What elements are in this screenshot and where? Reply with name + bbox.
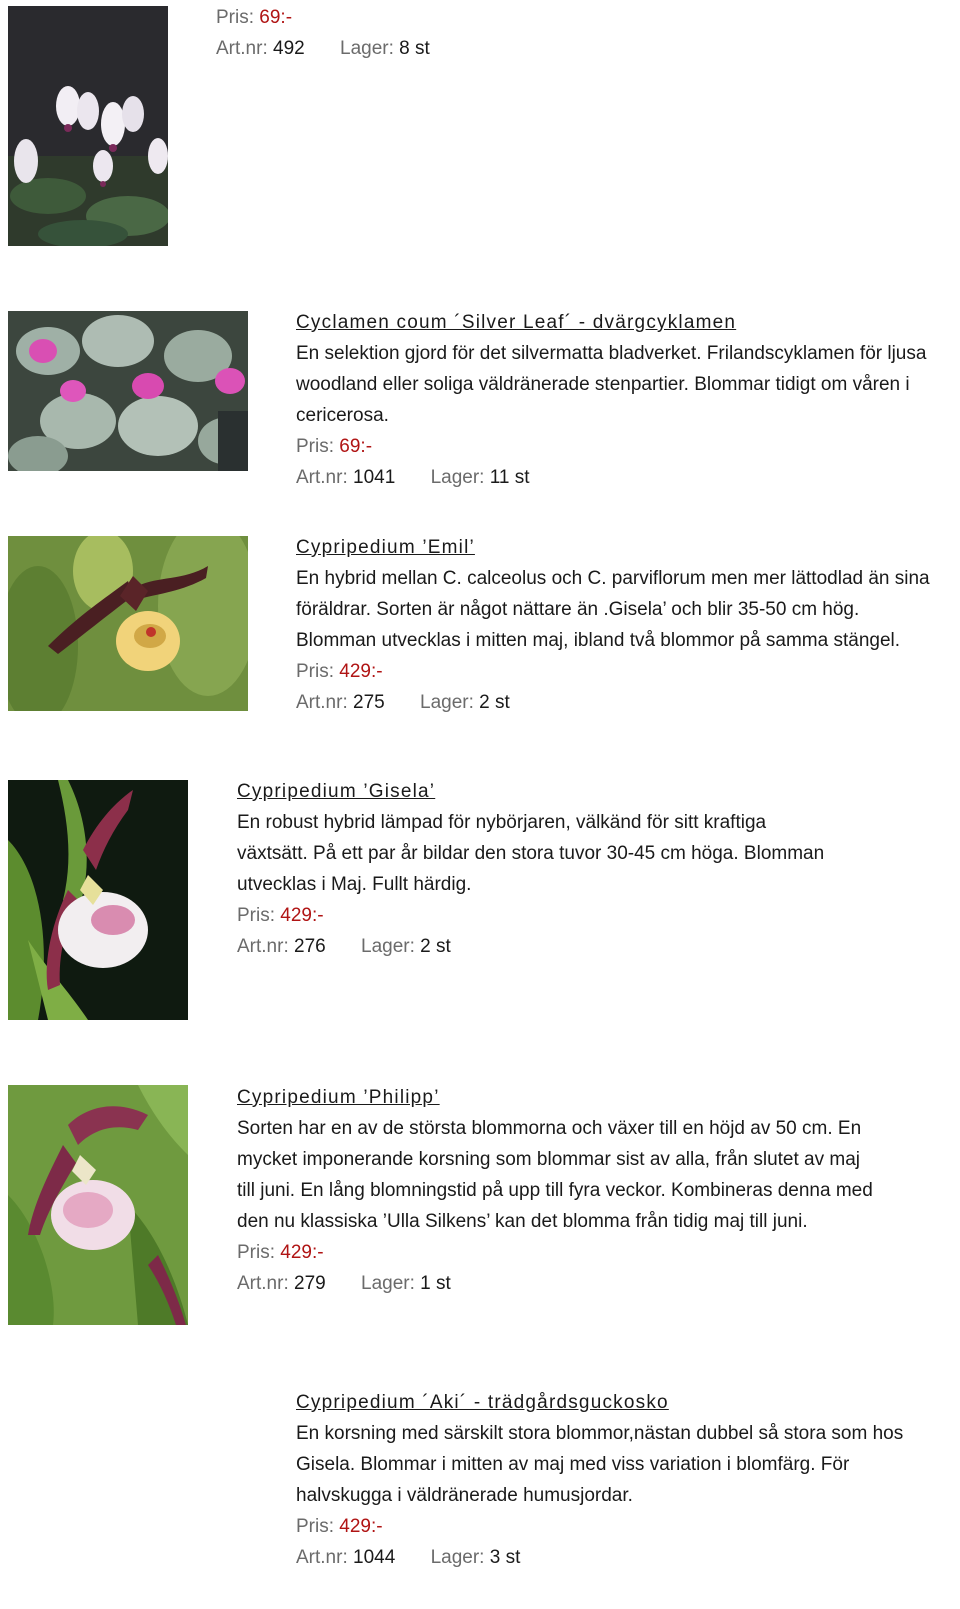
product-entry [237, 1082, 877, 1299]
cyclamen-white-image [8, 6, 168, 246]
price-value: 429:- [280, 1242, 324, 1263]
meta-line [296, 687, 936, 718]
artnr-value: 276 [294, 936, 326, 957]
meta-line [237, 931, 837, 962]
artnr-label: Art.nr: [296, 467, 348, 488]
price-label: Pris: [296, 436, 334, 457]
product-title-link[interactable]: Cypripedium ’Gisela’ [237, 781, 436, 802]
artnr-value: 275 [353, 692, 385, 713]
stock-value: 2 st [479, 692, 510, 713]
stock-label: Lager: [420, 692, 474, 713]
meta-line [296, 1542, 936, 1573]
product-description: En hybrid mellan C. calceolus och C. parviflorum men mer lättodlad än sina föräldrar. Sorten är något nättare än .Gisela’ och blir 35-50 cm hög. Blomman utvecklas i mitten maj, ibland två blommor på samma stängel. [296, 568, 930, 651]
price-line [237, 900, 837, 931]
meta-line [296, 462, 941, 493]
stock-label: Lager: [361, 936, 415, 957]
price-label: Pris: [237, 905, 275, 926]
price-label: Pris: [237, 1242, 275, 1263]
cypripedium-gisela-image [8, 780, 188, 1020]
stock-value: 1 st [420, 1273, 451, 1294]
price-label: Pris: [296, 661, 334, 682]
product-photo-cyclamen-silver [8, 311, 248, 471]
stock-label: Lager: [361, 1273, 415, 1294]
price-value: 429:- [339, 661, 383, 682]
product-title-link[interactable]: Cypripedium ’Philipp’ [237, 1087, 440, 1108]
product-photo-cyclamen-white [8, 6, 168, 246]
product-photo-cypripedium-gisela [8, 780, 188, 1020]
product-description: En korsning med särskilt stora blommor,nästan dubbel så stora som hos Gisela. Blommar i mitten av maj med viss variation i blomfärg. För halvskugga i väldränerade humusjordar. [296, 1423, 904, 1506]
price-value: 429:- [280, 905, 324, 926]
price-value: 429:- [339, 1516, 383, 1537]
product-entry [296, 532, 936, 718]
cyclamen-silver-image [8, 311, 248, 471]
product-entry [296, 1387, 936, 1573]
price-line [216, 2, 936, 33]
artnr-value: 279 [294, 1273, 326, 1294]
price-value: 69:- [259, 7, 293, 28]
stock-value: 3 st [489, 1547, 521, 1568]
artnr-label: Art.nr: [216, 38, 268, 59]
price-line [296, 656, 936, 687]
product-photo-cypripedium-philipp [8, 1085, 188, 1325]
stock-value: 2 st [420, 936, 451, 957]
product-entry [296, 307, 941, 493]
stock-label: Lager: [430, 467, 485, 488]
meta-line [216, 33, 936, 64]
price-value: 69:- [339, 436, 373, 457]
artnr-label: Art.nr: [296, 692, 348, 713]
cypripedium-philipp-image [8, 1085, 188, 1325]
product-description: Sorten har en av de största blommorna och växer till en höjd av 50 cm. En mycket imponerande korsning som blommar sist av alla, från slutet av maj till juni. En lång blomningstid på upp till fyra veckor. Kombineras denna med den nu klassiska ’Ulla Silkens’ kan det blomma från tidig maj till juni. [237, 1118, 873, 1232]
stock-label: Lager: [430, 1547, 485, 1568]
product-description: En selektion gjord för det silvermatta bladverket. Frilandscyklamen för ljusa woodland eller soliga väldränerade stenpartier. Blommar tidigt om våren i cericerosa. [296, 343, 927, 426]
price-line [296, 1511, 936, 1542]
price-label: Pris: [296, 1516, 334, 1537]
meta-line [237, 1268, 877, 1299]
stock-value: 8 st [399, 38, 430, 59]
product-entry [216, 2, 936, 64]
artnr-label: Art.nr: [237, 936, 289, 957]
price-line [296, 431, 941, 462]
price-line [237, 1237, 877, 1268]
price-label: Pris: [216, 7, 254, 28]
stock-label: Lager: [340, 38, 394, 59]
product-title-link[interactable]: Cyclamen coum ´Silver Leaf´ - dvärgcyklamen [296, 312, 737, 333]
product-title-link[interactable]: Cypripedium ’Emil’ [296, 537, 475, 558]
artnr-value: 1044 [353, 1547, 396, 1568]
product-entry [237, 776, 837, 962]
cypripedium-emil-image [8, 536, 248, 711]
product-description: En robust hybrid lämpad för nybörjaren, välkänd för sitt kraftiga växtsätt. På ett par år bildar den stora tuvor 30-45 cm höga. Blomman utvecklas i Maj. Fullt härdig. [237, 812, 825, 895]
artnr-value: 1041 [353, 467, 396, 488]
artnr-value: 492 [273, 38, 305, 59]
product-photo-cypripedium-emil [8, 536, 248, 711]
artnr-label: Art.nr: [296, 1547, 348, 1568]
product-title-link[interactable]: Cypripedium ´Aki´ - trädgårdsguckosko [296, 1392, 669, 1413]
artnr-label: Art.nr: [237, 1273, 289, 1294]
stock-value: 11 st [489, 467, 530, 488]
